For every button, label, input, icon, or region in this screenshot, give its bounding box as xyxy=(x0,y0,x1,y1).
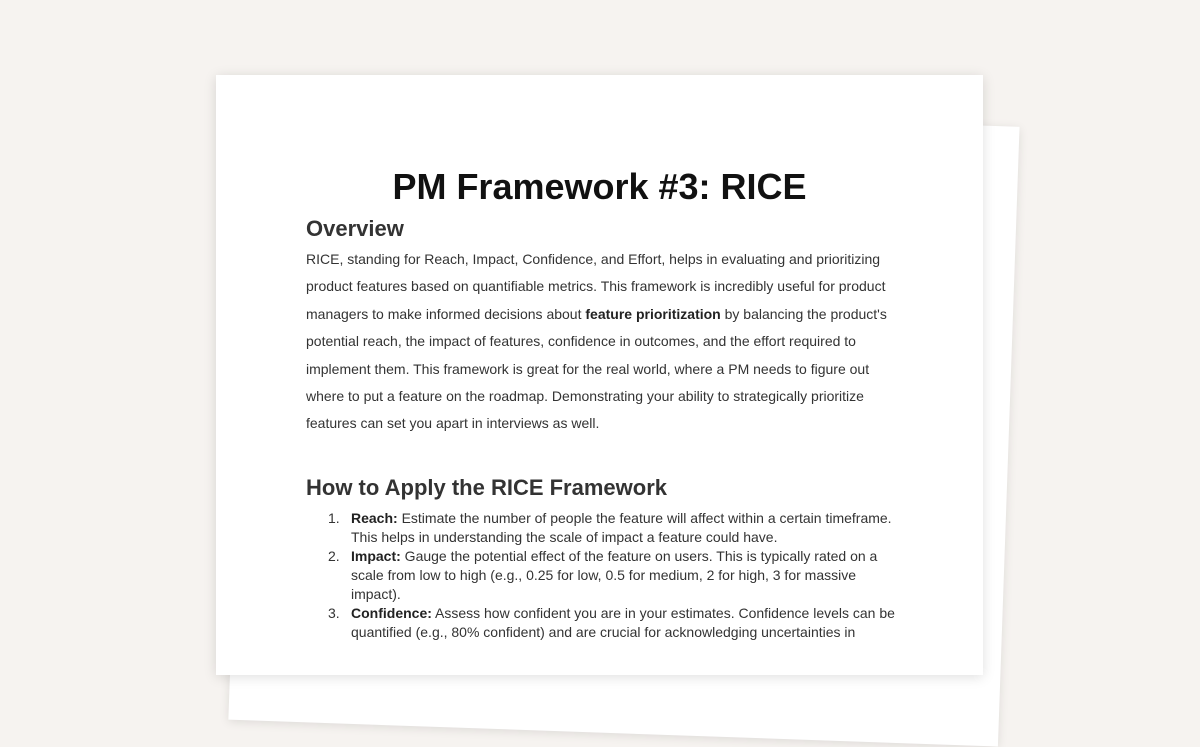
document-title: PM Framework #3: RICE xyxy=(392,166,807,207)
document-page xyxy=(216,75,983,675)
step-number: 2. xyxy=(328,548,340,564)
steps-list xyxy=(306,509,898,642)
overview-paragraph xyxy=(306,246,896,438)
overview-text-before: RICE, standing for Reach, Impact, Confidence, and Effort, helps in evaluating and prioritizing product features based on quantifiable metrics. This framework is incredibly useful for product managers to make informed decisions about xyxy=(306,251,886,322)
overview-bold-phrase: feature prioritization xyxy=(585,305,721,322)
step-term: Reach: xyxy=(351,510,398,526)
overview-text-after: by balancing the product's potential reach, the impact of features, confidence in outcomes, and the effort required to implement them. This framework is great for the real world, where a PM needs to figure out where to put a feature on the roadmap. Demonstrating your ability to strategically prioritize features can set you apart in interviews as well. xyxy=(306,305,887,432)
apply-heading: How to Apply the RICE Framework xyxy=(306,475,668,500)
step-term: Impact: xyxy=(351,548,401,564)
step-text: Gauge the potential effect of the feature on users. This is typically rated on a scale from low to high (e.g., 0.25 for low, 0.5 for medium, 2 for high, 3 for massive impact). xyxy=(351,548,878,602)
list-item xyxy=(306,604,898,642)
step-number: 3. xyxy=(328,605,340,621)
step-text: Assess how confident you are in your estimates. Confidence levels can be quantified (e.g., 80% confident) and are crucial for acknowledging uncertainties in xyxy=(351,605,895,640)
list-item xyxy=(306,509,898,547)
list-item xyxy=(306,547,898,604)
step-number: 1. xyxy=(328,510,340,526)
step-term: Confidence: xyxy=(351,605,432,621)
step-text: Estimate the number of people the feature will affect within a certain timeframe. This helps in understanding the scale of impact a feature could have. xyxy=(351,510,892,545)
overview-heading: Overview xyxy=(306,216,404,241)
